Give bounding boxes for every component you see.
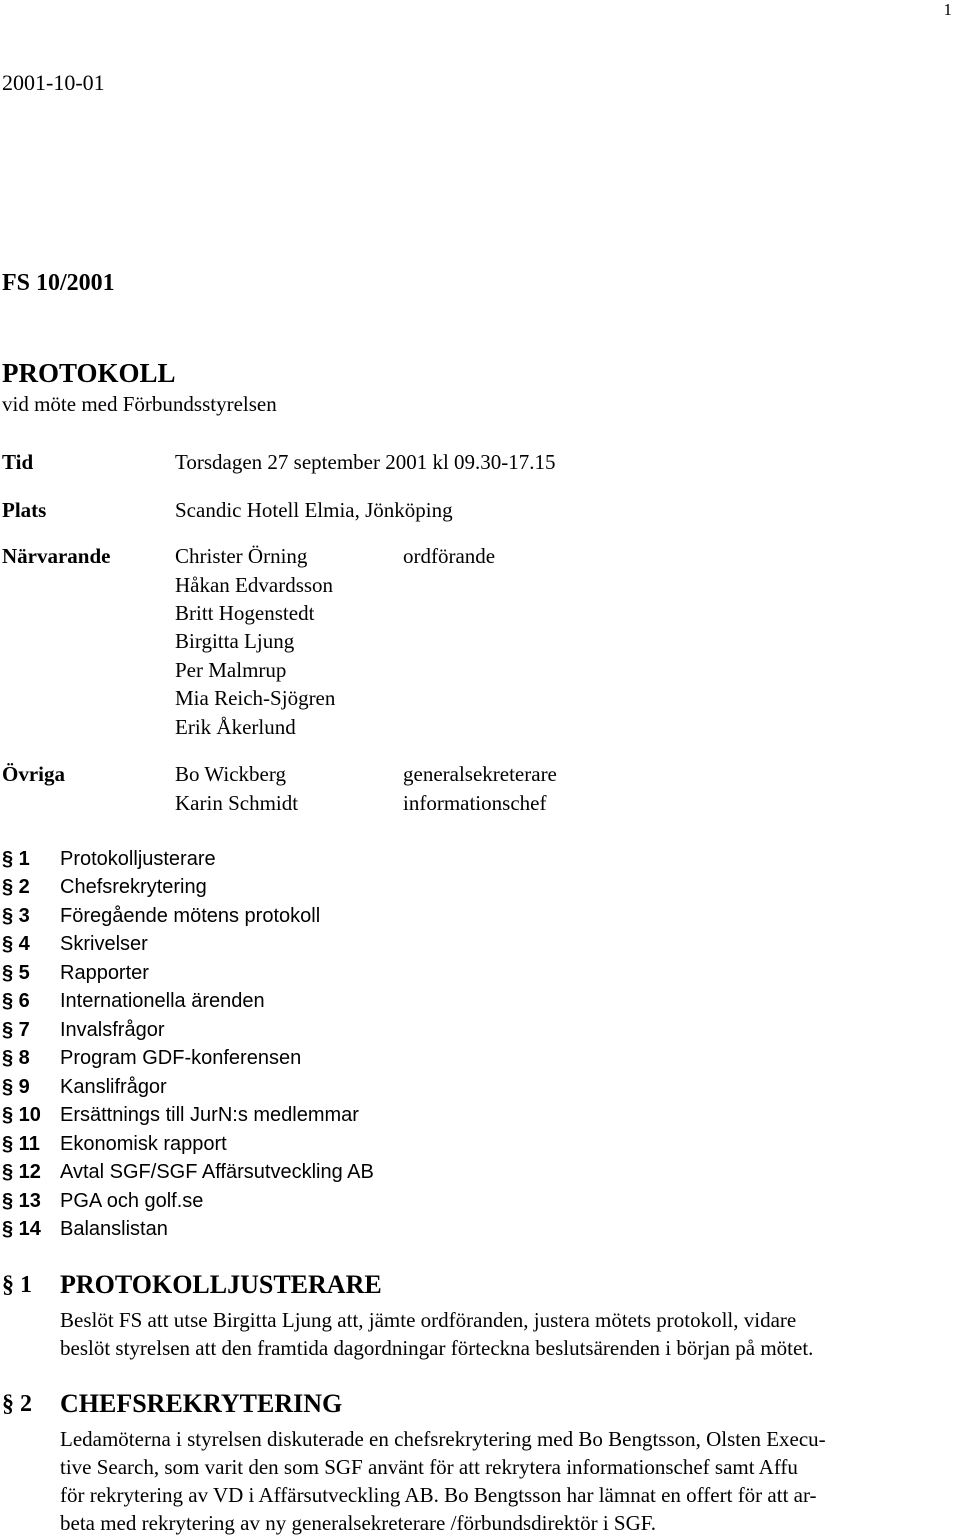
agenda-item-text: Program GDF-konferensen	[60, 1047, 302, 1070]
attendee-name: Erik Åkerlund	[175, 715, 296, 739]
agenda-item-number: § 11	[2, 1132, 40, 1155]
body-line: tive Search, som varit den som SGF använt för att rekrytera informationschef samt Affu	[60, 1455, 798, 1479]
attendee-name: Per Malmrup	[175, 658, 287, 682]
attendee-name: Birgitta Ljung	[175, 629, 295, 653]
section-title: CHEFSREKRYTERING	[60, 1389, 343, 1418]
agenda-item	[2, 1130, 374, 1159]
section-body	[60, 1306, 950, 1362]
body-line: för rekrytering av VD i Affärsutveckling AB. Bo Bengtsson har lämnat en offert för att ar-	[60, 1483, 817, 1507]
body-line: beta med rekrytering av ny generalsekreterare /förbundsdirektör i SGF.	[60, 1511, 657, 1535]
document-number: FS 10/2001	[2, 270, 115, 296]
agenda-item-number: § 12	[2, 1161, 41, 1184]
body-line: Beslöt FS att utse Birgitta Ljung att, jämte ordföranden, justera mötets protokoll, vidare	[60, 1308, 797, 1332]
agenda-item	[2, 1073, 374, 1102]
agenda-item-number: § 1	[2, 847, 30, 870]
section-body	[60, 1425, 950, 1537]
body-line: Ledamöterna i styrelsen diskuterade en chefsrekrytering med Bo Bengtsson, Olsten Execu-	[60, 1427, 826, 1451]
plats-value: Scandic Hotell Elmia, Jönköping	[175, 498, 453, 522]
page-number: 1	[943, 0, 952, 19]
agenda-item	[2, 988, 374, 1017]
agenda-item	[2, 1159, 374, 1188]
attendee-name: Håkan Edvardsson	[175, 573, 334, 597]
attendee-name: Britt Hogenstedt	[175, 601, 315, 625]
agenda-item-text: Internationella ärenden	[60, 990, 265, 1013]
agenda-item-number: § 13	[2, 1189, 41, 1212]
agenda-item-text: Balanslistan	[60, 1218, 168, 1241]
agenda-item-text: Ekonomisk rapport	[60, 1132, 227, 1155]
document-date: 2001-10-01	[2, 70, 105, 95]
other-attendee-name: Karin Schmidt	[175, 791, 299, 815]
section-number: § 2	[2, 1390, 32, 1417]
agenda-list	[2, 845, 374, 1244]
attendee-name: Christer Örning	[175, 544, 308, 568]
agenda-item	[2, 1016, 374, 1045]
tid-value: Torsdagen 27 september 2001 kl 09.30-17.15	[175, 450, 556, 474]
agenda-item-number: § 6	[2, 990, 30, 1013]
agenda-item	[2, 902, 374, 931]
agenda-item-number: § 5	[2, 961, 30, 984]
agenda-item	[2, 1187, 374, 1216]
page-subtitle: vid möte med Förbundsstyrelsen	[2, 392, 277, 416]
agenda-item	[2, 1045, 374, 1074]
agenda-item	[2, 931, 374, 960]
agenda-item-text: PGA och golf.se	[60, 1189, 204, 1212]
agenda-item-number: § 10	[2, 1104, 41, 1127]
other-attendee-role: generalsekreterare	[403, 762, 557, 786]
agenda-item	[2, 874, 374, 903]
agenda-item-number: § 7	[2, 1018, 30, 1041]
other-attendee-role: informationschef	[403, 791, 547, 815]
agenda-item-text: Protokolljusterare	[60, 847, 216, 870]
narvarande-label: Närvarande	[2, 544, 111, 568]
section-title: PROTOKOLLJUSTERARE	[60, 1270, 382, 1299]
body-line: beslöt styrelsen att den framtida dagordningar förteckna beslutsärenden i början på mötet.	[60, 1336, 814, 1360]
agenda-item	[2, 1216, 374, 1245]
agenda-item-text: Avtal SGF/SGF Affärsutveckling AB	[60, 1161, 374, 1184]
agenda-item-number: § 9	[2, 1075, 30, 1098]
plats-label: Plats	[2, 498, 47, 522]
page-title: PROTOKOLL	[2, 358, 176, 388]
agenda-item-text: Chefsrekrytering	[60, 876, 207, 899]
agenda-item	[2, 845, 374, 874]
agenda-item-text: Invalsfrågor	[60, 1018, 165, 1041]
section-number: § 1	[2, 1271, 32, 1298]
section-heading	[2, 1270, 382, 1300]
attendee-name: Mia Reich-Sjögren	[175, 686, 336, 710]
agenda-item-text: Föregående mötens protokoll	[60, 904, 321, 927]
section-heading	[2, 1389, 342, 1419]
agenda-item-text: Skrivelser	[60, 933, 148, 956]
agenda-item-text: Ersättnings till JurN:s medlemmar	[60, 1104, 359, 1127]
ovriga-label: Övriga	[2, 762, 65, 786]
agenda-item-text: Rapporter	[60, 961, 149, 984]
attendee-role: ordförande	[403, 544, 496, 568]
agenda-item-number: § 8	[2, 1047, 30, 1070]
agenda-item-number: § 2	[2, 876, 30, 899]
agenda-item-number: § 3	[2, 904, 30, 927]
agenda-item-number: § 14	[2, 1218, 41, 1241]
agenda-item-text: Kanslifrågor	[60, 1075, 167, 1098]
agenda-item	[2, 959, 374, 988]
other-attendee-name: Bo Wickberg	[175, 762, 286, 786]
tid-label: Tid	[2, 450, 34, 474]
agenda-item-number: § 4	[2, 933, 30, 956]
agenda-item	[2, 1102, 374, 1131]
